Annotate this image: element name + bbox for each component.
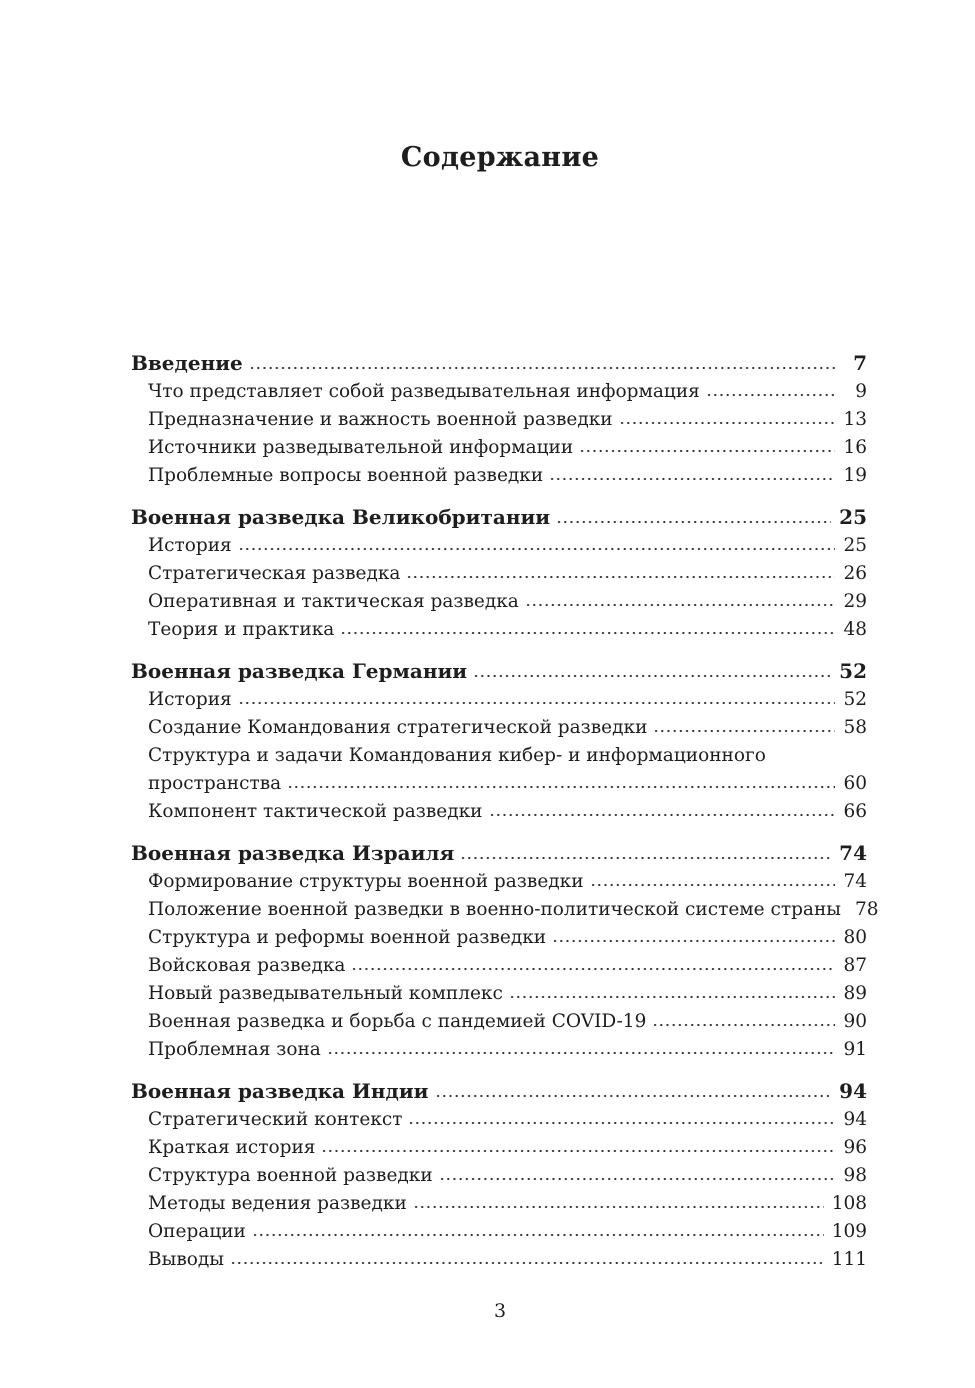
toc-entry: [131, 686, 867, 714]
entry-title: пространства: [148, 773, 282, 794]
entry-page-number: 74: [843, 871, 867, 892]
toc-entry: [131, 1246, 867, 1274]
entry-page-number: 29: [843, 591, 867, 612]
toc-entry: [131, 434, 867, 462]
dot-leader: [252, 1231, 824, 1237]
entry-page-number: 91: [843, 1039, 867, 1060]
entry-title: Выводы: [148, 1249, 224, 1270]
entry-page-number: 13: [843, 409, 867, 430]
entry-page-number: 90: [843, 1011, 867, 1032]
entry-title: Военная разведка и борьба с пандемией COVID-19: [148, 1011, 647, 1032]
dot-leader: [489, 811, 836, 817]
entry-title: Стратегическая разведка: [148, 563, 401, 584]
entry-page-number: 48: [843, 619, 867, 640]
entry-title: Методы ведения разведки: [148, 1193, 407, 1214]
toc-entry: [131, 924, 867, 952]
dot-leader: [439, 1175, 836, 1181]
toc-section: [131, 838, 879, 1064]
entry-title: Войсковая разведка: [148, 955, 346, 976]
dot-leader: [351, 965, 835, 971]
dot-leader: [619, 419, 836, 425]
toc-entry: [131, 868, 867, 896]
entry-title: Формирование структуры военной разведки: [148, 871, 584, 892]
toc-entry: [131, 588, 867, 616]
toc-section: [131, 502, 867, 644]
entry-page-number: 19: [843, 465, 867, 486]
dot-leader: [552, 937, 835, 943]
toc-entry: [131, 798, 867, 826]
dot-leader: [706, 391, 837, 397]
toc-section: [131, 348, 867, 490]
entry-title: Что представляет собой разведывательная информация: [148, 381, 700, 402]
dot-leader: [435, 1092, 832, 1098]
dot-leader: [525, 601, 836, 607]
dot-leader: [590, 881, 836, 887]
dot-leader: [406, 573, 835, 579]
entry-page-number: 60: [843, 773, 867, 794]
toc-entry: [131, 952, 867, 980]
entry-title: Проблемная зона: [148, 1039, 321, 1060]
dot-leader: [460, 854, 831, 860]
entry-title: Структура и задачи Командования кибер- и информационного: [148, 745, 766, 766]
dot-leader: [230, 1259, 824, 1265]
section-heading: [131, 838, 867, 868]
toc-entry: [131, 1162, 867, 1190]
page-title: Содержание: [400, 142, 600, 173]
entry-title: Создание Командования стратегической разведки: [148, 717, 648, 738]
toc-entry: [131, 406, 867, 434]
dot-leader: [509, 993, 836, 999]
entry-page-number: 89: [843, 983, 867, 1004]
dot-leader: [652, 1021, 835, 1027]
entry-title: Операции: [148, 1221, 246, 1242]
entry-title: История: [148, 535, 232, 556]
entry-title: Новый разведывательный комплекс: [148, 983, 503, 1004]
entry-title: Военная разведка Индии: [131, 1079, 429, 1103]
entry-page-number: 26: [843, 563, 867, 584]
entry-title: Компонент тактической разведки: [148, 801, 483, 822]
entry-page-number: 7: [853, 351, 867, 375]
section-heading: [131, 348, 867, 378]
entry-page-number: 58: [843, 717, 867, 738]
dot-leader: [321, 1147, 835, 1153]
toc-entry: [131, 532, 867, 560]
toc-entry: [131, 1190, 867, 1218]
toc-entry: [131, 770, 867, 798]
entry-title: Структура военной разведки: [148, 1165, 433, 1186]
entry-page-number: 96: [843, 1137, 867, 1158]
entry-title: Теория и практика: [148, 619, 335, 640]
entry-title: Введение: [131, 351, 243, 375]
toc-entry: [131, 1106, 867, 1134]
toc-section: [131, 1076, 867, 1274]
toc-entry: [131, 1036, 867, 1064]
section-heading: [131, 656, 867, 686]
entry-page-number: 87: [843, 955, 867, 976]
toc-entry: [131, 462, 867, 490]
dot-leader: [287, 783, 835, 789]
toc-entry: [131, 896, 879, 924]
table-of-contents: [131, 348, 879, 1286]
toc-entry: [131, 1008, 867, 1036]
entry-page-number: 74: [839, 841, 867, 865]
entry-page-number: 16: [843, 437, 867, 458]
toc-entry: [131, 378, 867, 406]
entry-page-number: 98: [843, 1165, 867, 1186]
entry-title: Военная разведка Великобритании: [131, 505, 551, 529]
toc-entry: [131, 742, 867, 770]
entry-title: Проблемные вопросы военной разведки: [148, 465, 544, 486]
dot-leader: [579, 447, 835, 453]
toc-entry: [131, 714, 867, 742]
entry-title: Источники разведывательной информации: [148, 437, 574, 458]
entry-title: Военная разведка Германии: [131, 659, 468, 683]
entry-title: Положение военной разведки в военно-политической системе страны: [148, 899, 842, 920]
entry-page-number: 9: [855, 381, 867, 402]
entry-page-number: 80: [843, 927, 867, 948]
entry-page-number: 52: [839, 659, 867, 683]
entry-page-number: 94: [843, 1109, 867, 1130]
entry-page-number: 25: [839, 505, 867, 529]
toc-entry: [131, 560, 867, 588]
page-number: 3: [493, 1300, 507, 1322]
dot-leader: [408, 1119, 835, 1125]
entry-title: Оперативная и тактическая разведка: [148, 591, 519, 612]
entry-page-number: 25: [843, 535, 867, 556]
dot-leader: [413, 1203, 824, 1209]
toc-entry: [131, 980, 867, 1008]
toc-section: [131, 656, 867, 826]
section-heading: [131, 1076, 867, 1106]
dot-leader: [340, 629, 835, 635]
entry-title: Краткая история: [148, 1137, 316, 1158]
section-heading: [131, 502, 867, 532]
dot-leader: [238, 545, 836, 551]
toc-entry: [131, 616, 867, 644]
toc-entry: [131, 1218, 867, 1246]
toc-entry: [131, 1134, 867, 1162]
entry-page-number: 109: [831, 1221, 867, 1242]
entry-title: Стратегический контекст: [148, 1109, 403, 1130]
entry-page-number: 66: [843, 801, 867, 822]
dot-leader: [249, 364, 837, 370]
entry-title: История: [148, 689, 232, 710]
entry-title: Предназначение и важность военной разведки: [148, 409, 613, 430]
dot-leader: [473, 672, 831, 678]
dot-leader: [327, 1049, 836, 1055]
dot-leader: [238, 699, 836, 705]
entry-title: Военная разведка Израиля: [131, 841, 455, 865]
dot-leader: [653, 727, 835, 733]
entry-page-number: 94: [839, 1079, 867, 1103]
entry-page-number: 78: [855, 899, 879, 920]
entry-page-number: 52: [843, 689, 867, 710]
entry-page-number: 111: [831, 1249, 867, 1270]
entry-page-number: 108: [831, 1193, 867, 1214]
entry-title: Структура и реформы военной разведки: [148, 927, 547, 948]
dot-leader: [549, 475, 835, 481]
dot-leader: [556, 518, 831, 524]
